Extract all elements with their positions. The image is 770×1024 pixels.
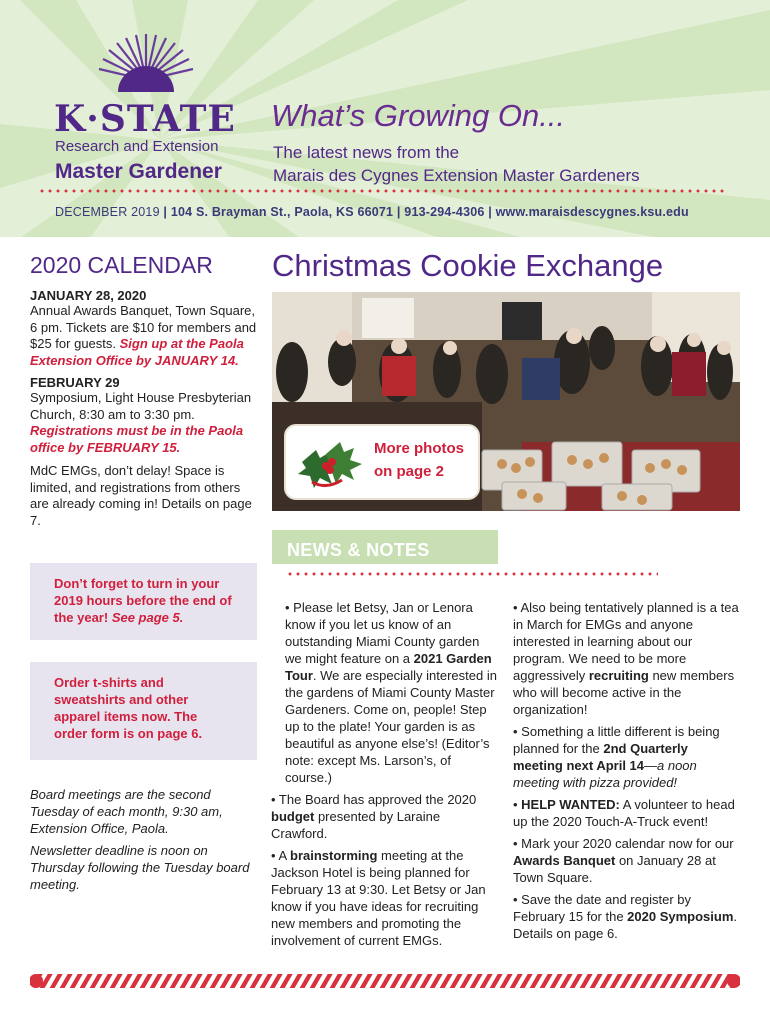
news-item (271, 847, 497, 949)
news-item-text: on January 28 at Town Square. (513, 853, 716, 885)
calendar-note: MdC EMGs, don’t delay! Space is limited, and registrations from others are already coming in! Details on page 7. (30, 463, 252, 528)
newsletter-deadline: Newsletter deadline is noon on Thursday following the Tuesday board meeting. (30, 843, 250, 892)
news-column-right (513, 599, 739, 947)
news-item-text: • Please let Betsy, Jan or Lenora know if you let us know of an outstanding Miami County garden we might feature on a (285, 600, 480, 666)
holly-icon (292, 432, 368, 494)
news-item-emphasis: HELP WANTED: (521, 797, 620, 812)
subtitle-line: The latest news from the (273, 143, 460, 162)
hours-reminder-box (30, 563, 257, 640)
news-item-text: . Details on page 6. (513, 909, 738, 941)
office-address: 104 S. Brayman St., Paola, KS 66071 (170, 205, 394, 219)
news-item (513, 723, 739, 791)
news-item (513, 891, 739, 942)
issue-date: DECEMBER 2019 (55, 205, 160, 219)
news-item-text: • The Board has approved the 2020 (271, 792, 477, 807)
separator: | (163, 205, 168, 219)
callout-line: on page 2 (374, 463, 445, 480)
board-info (30, 786, 250, 893)
office-phone: 913-294-4306 (404, 205, 485, 219)
news-item-text: meeting at the Jackson Hotel is being planned for February 13 at 9:30. Let Betsy or Jan know if you have ideas for recruiting new members and promoting the involvement of current EMGs. (271, 848, 486, 948)
event-date: JANUARY 28, 2020 (30, 288, 147, 303)
newsletter-title: What’s Growing On... (271, 98, 566, 133)
separator: | (396, 205, 401, 219)
dotted-divider (286, 572, 658, 576)
news-item-emphasis: 2021 Garden Tour (285, 651, 492, 683)
news-item-text: • Something a little different is being planned for the (513, 724, 720, 756)
hours-page-link[interactable]: See page 5. (111, 610, 184, 625)
masthead (0, 0, 770, 237)
event-description (30, 303, 260, 369)
news-item-text: • Mark your 2020 calendar now for our (513, 836, 734, 851)
kstate-wordmark: K·STATE (54, 98, 236, 140)
sunflower-icon (96, 30, 196, 94)
callout-line: More photos (374, 440, 464, 457)
more-photos-callout[interactable] (284, 424, 480, 500)
logo-subtitle: Research and Extension (55, 138, 219, 155)
event-text: Symposium, Light House Presbyterian Church, 8:30 am to 3:30 pm. (30, 390, 252, 422)
calendar-event (30, 288, 260, 369)
board-meetings: Board meetings are the second Tuesday of each month, 9:30 am, Extension Office, Paola. (30, 787, 223, 836)
news-item (271, 599, 497, 786)
calendar-event (30, 375, 260, 456)
news-item-emphasis: recruiting (588, 668, 649, 683)
news-item-text: • (513, 797, 522, 812)
candy-cane-border (30, 970, 740, 992)
news-notes-heading: NEWS & NOTES (287, 540, 430, 560)
hours-reminder-text: Don’t forget to turn in your 2019 hours before the end of the year! (54, 576, 232, 625)
news-item-emphasis: 2020 Symposium (627, 909, 734, 924)
event-text: Annual Awards Banquet, Town Square, 6 pm. Tickets are $10 for members and $25 for guests. (30, 303, 257, 351)
news-item-italic: —a noon meeting with pizza provided! (513, 758, 697, 790)
news-item-emphasis: brainstorming (290, 848, 378, 863)
news-item (271, 791, 497, 842)
calendar-sidebar (30, 252, 260, 529)
news-column-left (271, 599, 497, 954)
dotted-divider (38, 189, 728, 193)
news-item-text: A volunteer to head up the 2020 Touch-A-Truck event! (513, 797, 735, 829)
apparel-order-box (30, 662, 257, 760)
subtitle-line: Marais des Cygnes Extension Master Gardeners (273, 166, 640, 185)
event-description (30, 390, 260, 456)
separator: | (488, 205, 492, 219)
issue-info-bar (55, 205, 689, 219)
news-item-emphasis: budget (271, 809, 315, 824)
more-photos-text (374, 437, 464, 483)
apparel-order-text: Order t-shirts and sweatshirts and other apparel items now. The order form is on page 6. (54, 675, 203, 741)
calendar-heading: 2020 CALENDAR (30, 252, 213, 278)
news-item (513, 599, 739, 718)
logo-program: Master Gardener (55, 160, 222, 183)
news-item-text: • A (271, 848, 291, 863)
news-item-text: presented by Laraine Crawford. (271, 809, 441, 841)
news-item-text: • Also being tentatively planned is a tea in March for EMGs and anyone interested in learning about our program. We need to be more aggressively (513, 600, 739, 683)
news-item-emphasis: Awards Banquet (513, 853, 616, 868)
news-item-text: new members who will become active in the organization! (513, 668, 735, 717)
news-item (513, 835, 739, 886)
news-item-text: . We are especially interested in the gardens of Miami County Master Gardeners. Come on, people! Step up to the plate! Your garden is as beautiful as anyone else’s! (Editor’s note: except Ms. Larson’s, of course.) (285, 668, 497, 785)
event-date: FEBRUARY 29 (30, 375, 120, 390)
news-item (513, 796, 739, 830)
website-link[interactable]: www.maraisdescygnes.ksu.edu (495, 205, 689, 219)
feature-title: Christmas Cookie Exchange (272, 248, 664, 283)
event-deadline: Registrations must be in the Paola office by FEBRUARY 15. (30, 423, 244, 455)
news-item-text: • Save the date and register by February 15 for the (513, 892, 691, 924)
news-item-emphasis: 2nd Quarterly meeting next April 14 (513, 741, 688, 773)
newsletter-subtitle (273, 141, 640, 187)
event-deadline: Sign up at the Paola Extension Office by JANUARY 14. (30, 336, 244, 368)
